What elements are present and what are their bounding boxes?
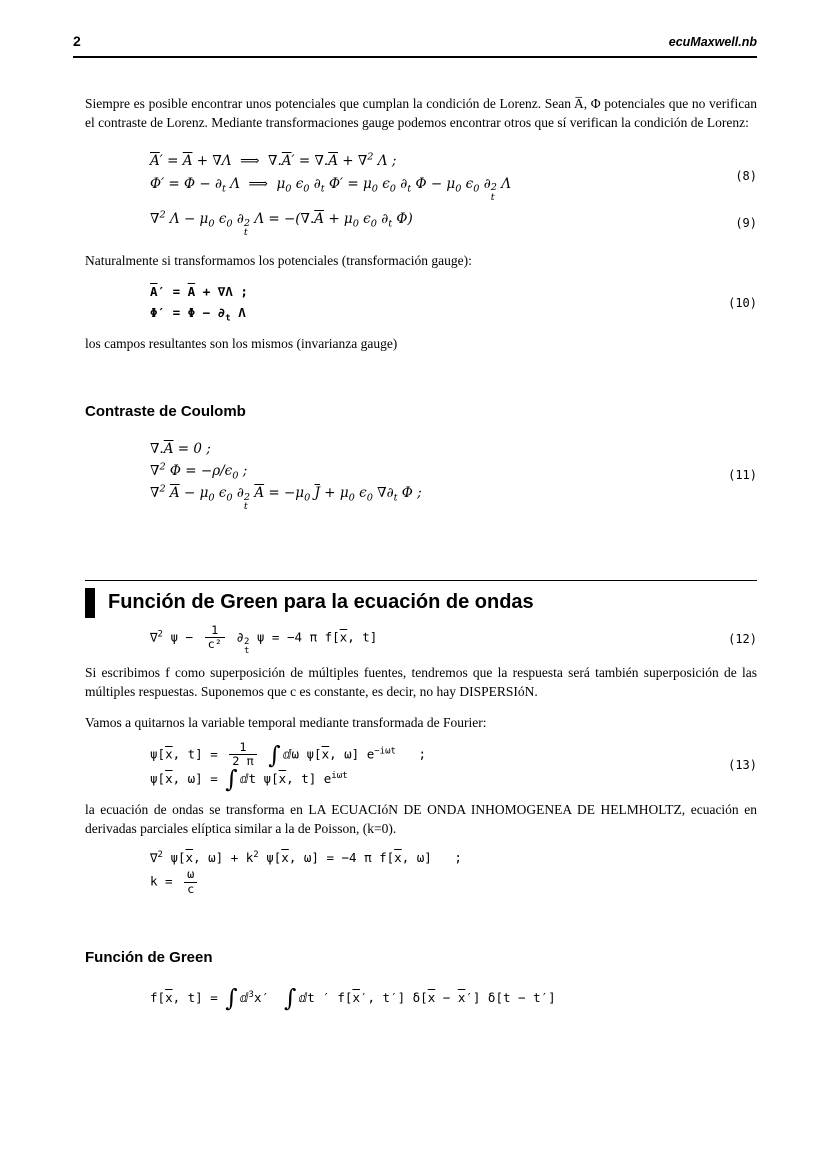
paragraph-campos: los campos resultantes son los mismos (invarianza gauge) xyxy=(85,335,398,351)
content xyxy=(0,94,831,1013)
paragraph-helmholtz: la ecuación de ondas se transforma en LA ECUACIóN DE ONDA INHOMOGENEA DE HELMHOLTZ, ecuación en derivadas parciales elíptica similar a la de Poisson, (k=0). xyxy=(85,801,757,836)
heading-coulomb: Contraste de Coulomb xyxy=(85,402,246,420)
equation-13: $\psi[\overline{x}$, t] = $\frac{1}{2 \pi}$ ∫ ⅆω $\psi[\overline{x}$, ω] $e^{-i\omega t}$ ; $\psi[\overline{x}$, ω] = ∫ ⅆt $\psi[\overline{x}$, t] $e^{i\omega t}$ xyxy=(150,739,427,794)
section-divider xyxy=(85,580,757,581)
equation-number-12: (12) xyxy=(728,632,757,647)
equation-row-green xyxy=(150,984,757,1013)
equation-row-13 xyxy=(150,739,757,794)
equation-number-11: (11) xyxy=(728,467,757,482)
document-title: ecuMaxwell.nb xyxy=(668,35,757,49)
equation-green: $f[\overline{x}$, t] = ∫ ⅆ$^3$x′ ∫ ⅆt ′ $f[\overline{x}'$, t′] $\delta[\overline{x} - \overline{x}'] \delta[t - t']$ xyxy=(150,984,556,1013)
paragraph-lorenz: Siempre es posible encontrar unos potenciales que cumplan la condición de Lorenz. Sean A̅, Φ potenciales que no verifican el contraste de Lorenz. Mediante transformaciones gauge podemos encontrar otros que sí verifican la condición de Lorenz: xyxy=(85,96,757,131)
equation-row-10 xyxy=(150,282,757,323)
page-header xyxy=(0,0,831,58)
heading-green-sub: Función de Green xyxy=(85,948,213,966)
equation-number-10: (10) xyxy=(728,296,757,311)
equation-number-9: (9) xyxy=(735,215,757,230)
equation-row-9 xyxy=(150,208,757,237)
section-heading-green-waves xyxy=(85,588,757,618)
heading-green-section: Función de Green para la ecuación de ondas xyxy=(108,591,534,614)
equation-12: ∇$^2$ ψ − $\frac{1}{\text{c²}}$ ∂ 2 t ψ = −4 π $f[\overline{x}$, t] xyxy=(150,622,378,656)
equation-8: $\overline{A}' = \overline{A} + \nabla\Lambda$ ⟹ $\nabla.\overline{A}' = \nabla.\overline{A} + \nabla^2$ Λ ; $\Phi' = \Phi - \partial_t$ Λ ⟹ $\mu_0$ $\epsilon_0$ $\partial_t$ $\Phi' = \mu_0$ $\epsilon_0$ $\partial_t$ $\Phi - \mu_0$ $\epsilon_0$ ∂ 2 t Λ xyxy=(150,151,511,203)
equation-number-8: (8) xyxy=(735,169,757,184)
equation-row-11 xyxy=(150,438,757,512)
section-bar-icon xyxy=(85,588,95,618)
paragraph-fourier: Vamos a quitarnos la variable temporal mediante transformada de Fourier: xyxy=(85,715,487,731)
equation-10: $\overline{A}' = \overline{A} + \nabla\Lambda$ ; $\Phi' = \Phi - \partial_t$ Λ xyxy=(150,284,248,324)
paragraph-superposicion: Si escribimos f como superposición de múltiples fuentes, tendremos que la respuesta será también superposición de las múltiples respuestas. Suponemos que c es constante, es decir, no hay DISPERSIóN. xyxy=(85,665,757,700)
page-number: 2 xyxy=(73,33,81,49)
header-rule xyxy=(73,33,757,58)
equation-row-helmholtz xyxy=(150,848,757,897)
equation-9: ∇$^2$ $\Lambda - \mu_0$ $\epsilon_0$ ∂ 2 t $\Lambda = -(\nabla.\overline{A} + \mu_0$ $\epsilon_0$ $\partial_t$ Φ) xyxy=(150,209,413,239)
equation-helmholtz: ∇$^2$ $\psi[\overline{x}$, $\omega] + k^2$ $\psi[\overline{x}$, ω] = −4 π $f[\overline{x}$, ω] ; k = $\frac{\omega}{c}$ xyxy=(150,849,462,897)
equation-row-8 xyxy=(150,150,757,202)
equation-row-12 xyxy=(150,624,757,655)
equation-number-13: (13) xyxy=(728,758,757,773)
equation-11: $\nabla.\overline{A} = 0$ ; ∇$^2$ $\Phi = -\rho/\epsilon_0$ ; ∇$^2$ $\overline{A} - \mu_0$ $\epsilon_0$ ∂ 2 t $\overline{A} = -\mu_0$ $\overline{J} + \mu_0$ $\epsilon_0$ $\nabla\partial_t$ Φ ; xyxy=(150,440,422,513)
paragraph-naturalmente: Naturalmente si transformamos los potenciales (transformación gauge): xyxy=(85,253,472,269)
